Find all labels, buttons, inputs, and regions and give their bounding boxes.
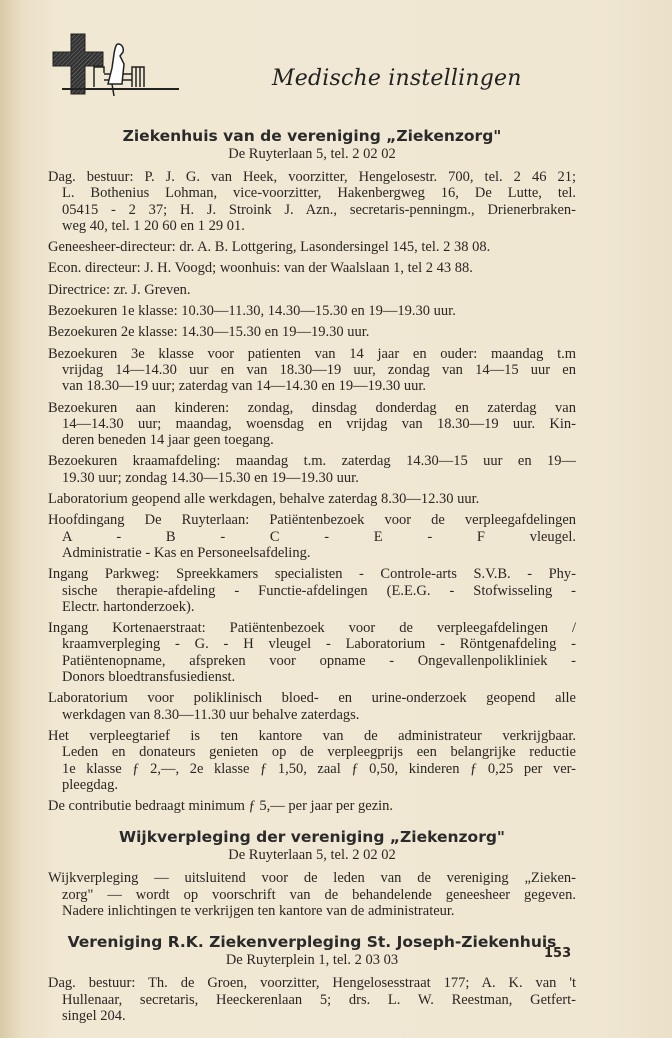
- paragraph: [48, 346, 576, 395]
- text-line: Bezoekuren 1e klasse: 10.30—11.30, 14.30—15.30 en 19—19.30 uur.: [48, 303, 456, 320]
- text-line: Patiëntenopname, afspreken voor opname - Ongevallenpolikliniek -: [62, 652, 576, 669]
- paragraph: [48, 453, 576, 486]
- text-line: pleegdag.: [62, 776, 118, 793]
- paragraph: [48, 728, 576, 793]
- text-line: Donors bloedtransfusiedienst.: [62, 669, 236, 686]
- text-line: Hoofdingang De Ruyterlaan: Patiëntenbezoek voor de verpleegafdelingen: [48, 512, 576, 529]
- text-line: Laboratorium geopend alle werkdagen, behalve zaterdag 8.30—12.30 uur.: [48, 491, 480, 508]
- text-line: A - B - C - E - F vleugel.: [62, 528, 576, 545]
- text-line: 1e klasse ƒ 2,—, 2e klasse ƒ 1,50, zaal ƒ 0,50, kinderen ƒ 0,25 per ver-: [62, 760, 576, 777]
- text-line: 14—14.30 uur; maandag, woensdag en vrijdag van 18.30—19 uur. Kin-: [62, 415, 576, 432]
- text-line: Bezoekuren 3e klasse voor patienten van 14 jaar en ouder: maandag t.m: [48, 345, 576, 362]
- section-address: De Ruyterplein 1, tel. 2 03 03: [225, 952, 399, 969]
- paragraph: [48, 239, 576, 255]
- section-address: De Ruyterlaan 5, tel. 2 02 02: [228, 146, 396, 162]
- text-line: De contributie bedraagt minimum ƒ 5,— per jaar per gezin.: [48, 798, 394, 815]
- text-line: Bezoekuren aan kinderen: zondag, dinsdag donderdag en zaterdag van: [48, 399, 576, 416]
- text-line: L. Bothenius Lohman, vice-voorzitter, Hakenbergweg 16, De Lutte, tel.: [62, 185, 576, 202]
- text-line: kraamverpleging - G. - H vleugel - Laboratorium - Röntgenafdeling -: [62, 636, 576, 653]
- text-line: Leden en donateurs genieten op de verpleegprijs een belangrijke reductie: [62, 744, 576, 761]
- text-line: Nadere inlichtingen te verkrijgen ten kantore van de administrateur.: [62, 902, 455, 919]
- text-line: deren beneden 14 jaar geen toegang.: [62, 432, 274, 449]
- text-line: vrijdag 14—14.30 uur en van 18.30—19 uur, zondag van 14—15 uur en: [62, 361, 576, 378]
- text-line: Bezoekuren kraamafdeling: maandag t.m. zaterdag 14.30—15 uur en 19—: [48, 453, 576, 470]
- text-line: Econ. directeur: J. H. Voogd; woonhuis: van der Waalslaan 1, tel 2 43 88.: [48, 260, 473, 277]
- paragraph: [48, 400, 576, 449]
- paragraph: [48, 870, 576, 919]
- page-title: Medische instellingen: [272, 66, 522, 91]
- text-line: zorg" — wordt op voorschrift van de behandelende geneesheer gegeven.: [62, 886, 576, 903]
- paragraph: [48, 491, 576, 507]
- text-line: 19.30 uur; zondag 14.30—15.30 en 19—19.30 uur.: [62, 469, 359, 486]
- section-heading: Wijkverpleging der vereniging „Ziekenzorg": [118, 828, 506, 847]
- text-line: Wijkverpleging — uitsluitend voor de leden van de vereniging „Zieken-: [48, 870, 576, 887]
- page-number: 153: [544, 946, 572, 961]
- text-line: Administratie - Kas en Personeelsafdeling.: [62, 544, 311, 561]
- paragraph: [48, 798, 576, 814]
- text-line: Dag. bestuur: P. J. G. van Heek, voorzitter, Hengelosestr. 700, tel. 2 46 21;: [48, 169, 576, 185]
- paragraph: [48, 282, 576, 298]
- document-body: [48, 127, 576, 1038]
- paragraph: [48, 303, 576, 319]
- text-line: Electr. hartonderzoek).: [62, 598, 195, 615]
- paragraph: [48, 324, 576, 340]
- text-line: singel 204.: [62, 1007, 126, 1024]
- paragraph: [48, 512, 576, 561]
- section: [48, 127, 576, 814]
- text-line: weg 40, tel. 1 20 60 en 1 29 01.: [62, 217, 245, 234]
- text-line: 05415 - 2 37; H. J. Stroink J. Azn., secretaris-penningm., Drienerbraken-: [62, 201, 576, 218]
- text-line: Ingang Kortenaerstraat: Patiëntenbezoek voor de verpleegafdelingen /: [48, 620, 576, 637]
- text-line: Bezoekuren 2e klasse: 14.30—15.30 en 19—19.30 uur.: [48, 324, 370, 341]
- paragraph: [48, 620, 576, 685]
- text-line: Laboratorium voor poliklinisch bloed- en urine-onderzoek geopend alle: [48, 690, 576, 707]
- text-line: Directrice: zr. J. Greven.: [48, 281, 191, 298]
- text-line: van 18.30—19 uur; zaterdag van 14—14.30 en 19—19.30 uur.: [62, 378, 427, 395]
- text-line: sische therapie-afdeling - Functie-afdelingen (E.E.G. - Stofwisseling -: [62, 582, 576, 599]
- red-cross-logo: [52, 32, 182, 104]
- text-line: Ingang Parkweg: Spreekkamers specialisten - Controle-arts S.V.B. - Phy-: [48, 566, 576, 583]
- text-line: Het verpleegtarief is ten kantore van de administrateur verkrijgbaar.: [48, 727, 576, 744]
- text-line: Hullenaar, secretaris, Heeckerenlaan 5; drs. L. W. Reestman, Getfert-: [62, 991, 576, 1008]
- section: [48, 828, 576, 919]
- text-line: werkdagen van 8.30—11.30 uur behalve zaterdags.: [62, 706, 360, 723]
- paragraph: [48, 169, 576, 234]
- section-address: De Ruyterlaan 5, tel. 2 02 02: [228, 847, 396, 864]
- section-heading: Vereniging R.K. Ziekenverpleging St. Joseph-Ziekenhuis: [67, 933, 557, 952]
- text-line: Geneesheer-directeur: dr. A. B. Lottgering, Lasondersingel 145, tel. 2 38 08.: [48, 239, 491, 256]
- paragraph: [48, 690, 576, 723]
- paragraph: [48, 260, 576, 276]
- paragraph: [48, 566, 576, 615]
- section-heading: Ziekenhuis van de vereniging „Ziekenzorg": [122, 127, 502, 145]
- section: [48, 933, 576, 1024]
- text-line: Dag. bestuur: Th. de Groen, voorzitter, Hengelosesstraat 177; A. K. van 't: [48, 975, 576, 992]
